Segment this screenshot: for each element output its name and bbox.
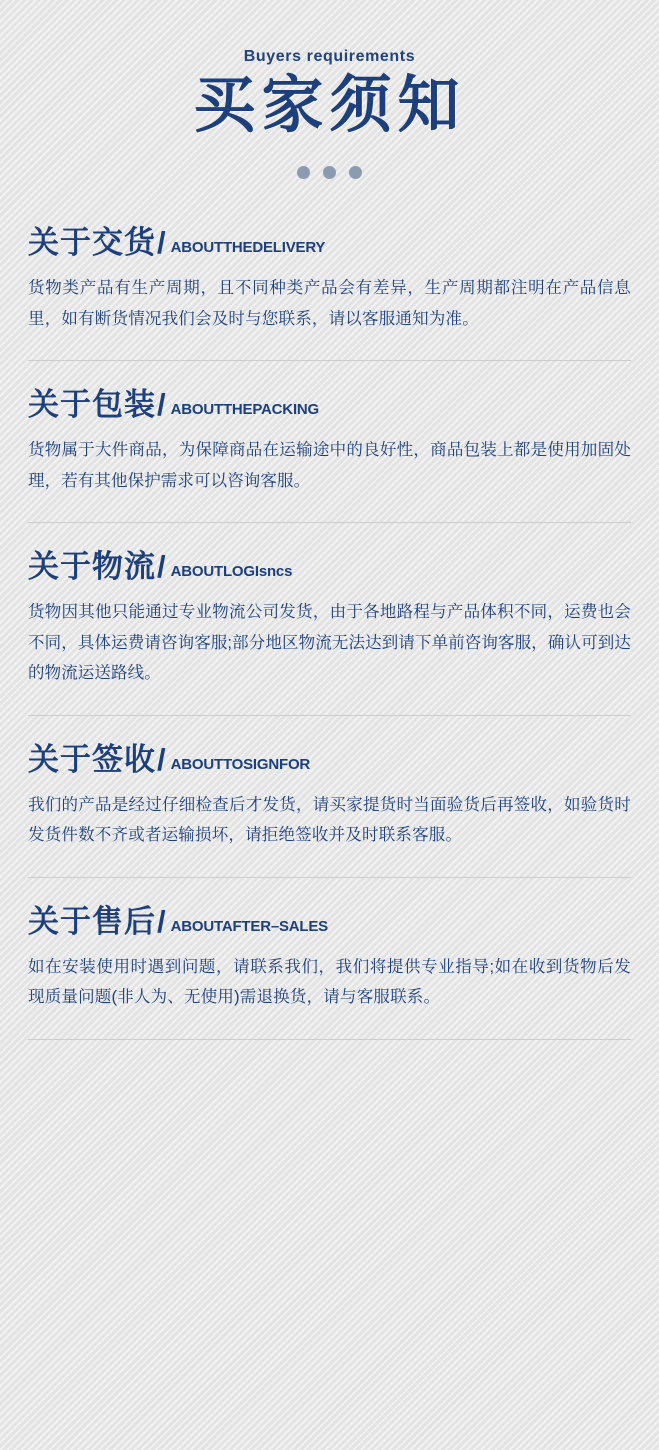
dot-icon [323,166,336,179]
section-title-cn: 关于签收 [28,741,156,777]
sections-list [0,225,659,1040]
dot-icon [349,166,362,179]
section-slash: / [157,903,166,939]
header-subtitle: Buyers requirements [243,48,416,65]
section-after-sales [28,904,631,1040]
section-sign-for [28,742,631,878]
section-title-en: ABOUTTHEDELIVERY [170,239,326,257]
section-title-cn: 关于售后 [28,903,156,939]
section-title-en: ABOUTAFTER–SALES [170,917,328,935]
dot-icon [297,166,310,179]
section-slash: / [157,549,166,585]
section-title-cn: 关于包装 [28,387,156,423]
section-logistics [28,549,631,716]
section-body: 货物类产品有生产周期，且不同种类产品会有差异，生产周期都注明在产品信息里，如有断货情况我们会及时与您联系，请以客服通知为准。 [28,279,631,328]
section-packing [28,387,631,523]
section-heading [28,225,631,261]
page-header [0,0,659,179]
section-title-cn: 关于物流 [28,549,156,585]
section-title-en: ABOUTTHEPACKING [170,401,320,419]
section-heading [28,387,631,423]
section-title-cn: 关于交货 [28,225,156,261]
dot-separator [0,166,659,179]
section-slash: / [157,387,166,423]
section-body: 如在安装使用时遇到问题，请联系我们，我们将提供专业指导;如在收到货物后发现质量问题(非人为、无使用)需退换货，请与客服联系。 [28,957,631,1007]
section-heading [28,742,631,778]
section-delivery [28,225,631,361]
section-heading [28,904,631,940]
section-slash: / [157,225,166,261]
section-slash: / [157,741,166,777]
page-footer-space [0,1066,659,1112]
section-body: 货物因其他只能通过专业物流公司发货，由于各地路程与产品体积不同，运费也会不同，具体运费请咨询客服;部分地区物流无法达到请下单前咨询客服，确认可到达的物流运送路线。 [28,603,631,683]
page-title: 买家须知 [193,71,466,140]
section-title-en: ABOUTLOGIsncs [170,563,293,581]
section-heading [28,549,631,585]
section-title-en: ABOUTTOSIGNFOR [170,755,311,773]
section-body: 货物属于大件商品，为保障商品在运输途中的良好性，商品包装上都是使用加固处理，若有其他保护需求可以咨询客服。 [28,441,631,490]
section-body: 我们的产品是经过仔细检查后才发货，请买家提货时当面验货后再签收，如验货时发货件数不齐或者运输损坏，请拒绝签收并及时联系客服。 [28,795,631,845]
